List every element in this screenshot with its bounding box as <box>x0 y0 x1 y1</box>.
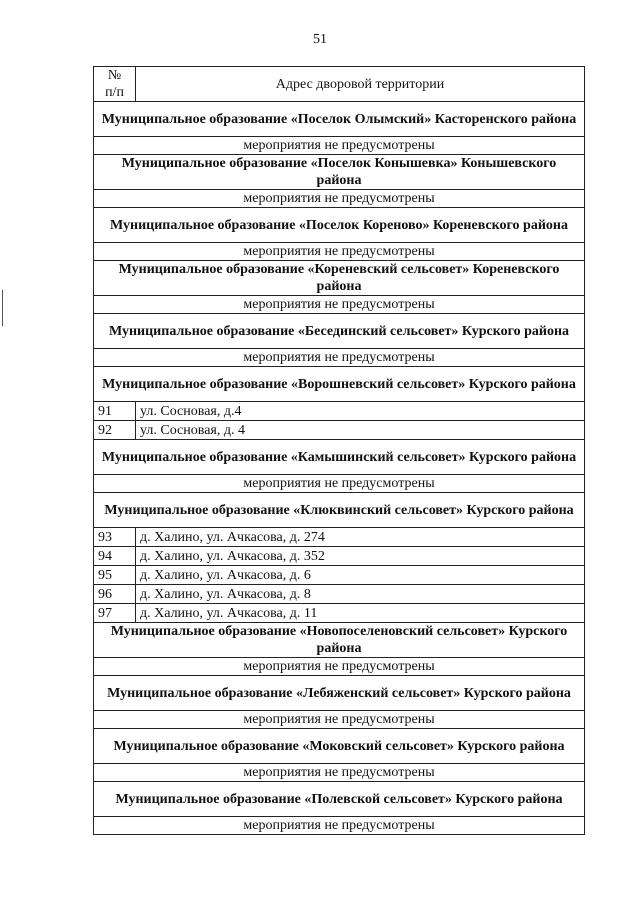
municipality-heading: Муниципальное образование «Поселок Кореново» Кореневского района <box>94 208 585 243</box>
no-measures-note: мероприятия не предусмотрены <box>94 190 585 208</box>
address-row <box>94 402 585 421</box>
address-row <box>94 421 585 440</box>
municipality-row <box>94 440 585 475</box>
row-number: 91 <box>94 402 136 421</box>
scan-margin-mark <box>2 290 3 326</box>
address-row <box>94 547 585 566</box>
no-measures-row <box>94 137 585 155</box>
address-text: д. Халино, ул. Ачкасова, д. 8 <box>136 585 585 604</box>
municipality-heading: Муниципальное образование «Поселок Конышевка» Конышевского района <box>94 155 585 190</box>
row-number: 94 <box>94 547 136 566</box>
no-measures-row <box>94 817 585 835</box>
no-measures-note: мероприятия не предусмотрены <box>94 764 585 782</box>
address-row <box>94 566 585 585</box>
municipality-heading: Муниципальное образование «Клюквинский сельсовет» Курского района <box>94 493 585 528</box>
header-number-symbol: № <box>107 68 122 83</box>
no-measures-note: мероприятия не предусмотрены <box>94 711 585 729</box>
municipality-row <box>94 208 585 243</box>
address-text: д. Халино, ул. Ачкасова, д. 274 <box>136 528 585 547</box>
page-number: 51 <box>313 32 327 47</box>
municipality-heading: Муниципальное образование «Полевской сельсовет» Курского района <box>94 782 585 817</box>
municipality-row <box>94 729 585 764</box>
table-header-row <box>94 67 585 102</box>
municipality-row <box>94 314 585 349</box>
no-measures-note: мероприятия не предусмотрены <box>94 137 585 155</box>
no-measures-row <box>94 296 585 314</box>
no-measures-note: мероприятия не предусмотрены <box>94 658 585 676</box>
municipality-row <box>94 261 585 296</box>
no-measures-row <box>94 711 585 729</box>
address-row <box>94 528 585 547</box>
municipality-row <box>94 676 585 711</box>
address-text: д. Халино, ул. Ачкасова, д. 6 <box>136 566 585 585</box>
header-number-cell <box>94 67 136 102</box>
address-row <box>94 585 585 604</box>
no-measures-row <box>94 190 585 208</box>
municipality-heading: Муниципальное образование «Поселок Олымский» Касторенского района <box>94 102 585 137</box>
municipality-heading: Муниципальное образование «Бесединский сельсовет» Курского района <box>94 314 585 349</box>
municipality-row <box>94 367 585 402</box>
row-number: 97 <box>94 604 136 623</box>
municipality-row <box>94 493 585 528</box>
address-table <box>93 66 585 835</box>
row-number: 92 <box>94 421 136 440</box>
row-number: 93 <box>94 528 136 547</box>
header-address-cell: Адрес дворовой территории <box>136 67 585 102</box>
no-measures-row <box>94 658 585 676</box>
municipality-heading: Муниципальное образование «Новопоселеновский сельсовет» Курского района <box>94 623 585 658</box>
address-text: ул. Сосновая, д. 4 <box>136 421 585 440</box>
municipality-row <box>94 623 585 658</box>
no-measures-note: мероприятия не предусмотрены <box>94 296 585 314</box>
address-text: д. Халино, ул. Ачкасова, д. 11 <box>136 604 585 623</box>
municipality-heading: Муниципальное образование «Лебяженский сельсовет» Курского района <box>94 676 585 711</box>
address-text: ул. Сосновая, д.4 <box>136 402 585 421</box>
no-measures-note: мероприятия не предусмотрены <box>94 243 585 261</box>
no-measures-note: мероприятия не предусмотрены <box>94 817 585 835</box>
municipality-row <box>94 782 585 817</box>
row-number: 95 <box>94 566 136 585</box>
row-number: 96 <box>94 585 136 604</box>
municipality-heading: Муниципальное образование «Камышинский сельсовет» Курского района <box>94 440 585 475</box>
municipality-heading: Муниципальное образование «Моковский сельсовет» Курского района <box>94 729 585 764</box>
address-row <box>94 604 585 623</box>
no-measures-row <box>94 764 585 782</box>
address-text: д. Халино, ул. Ачкасова, д. 352 <box>136 547 585 566</box>
no-measures-row <box>94 475 585 493</box>
no-measures-note: мероприятия не предусмотрены <box>94 475 585 493</box>
municipality-row <box>94 155 585 190</box>
no-measures-note: мероприятия не предусмотрены <box>94 349 585 367</box>
header-number-abbr: п/п <box>105 85 124 100</box>
municipality-heading: Муниципальное образование «Кореневский сельсовет» Кореневского района <box>94 261 585 296</box>
no-measures-row <box>94 243 585 261</box>
municipality-heading: Муниципальное образование «Ворошневский сельсовет» Курского района <box>94 367 585 402</box>
municipality-row <box>94 102 585 137</box>
table-body <box>94 102 585 835</box>
no-measures-row <box>94 349 585 367</box>
